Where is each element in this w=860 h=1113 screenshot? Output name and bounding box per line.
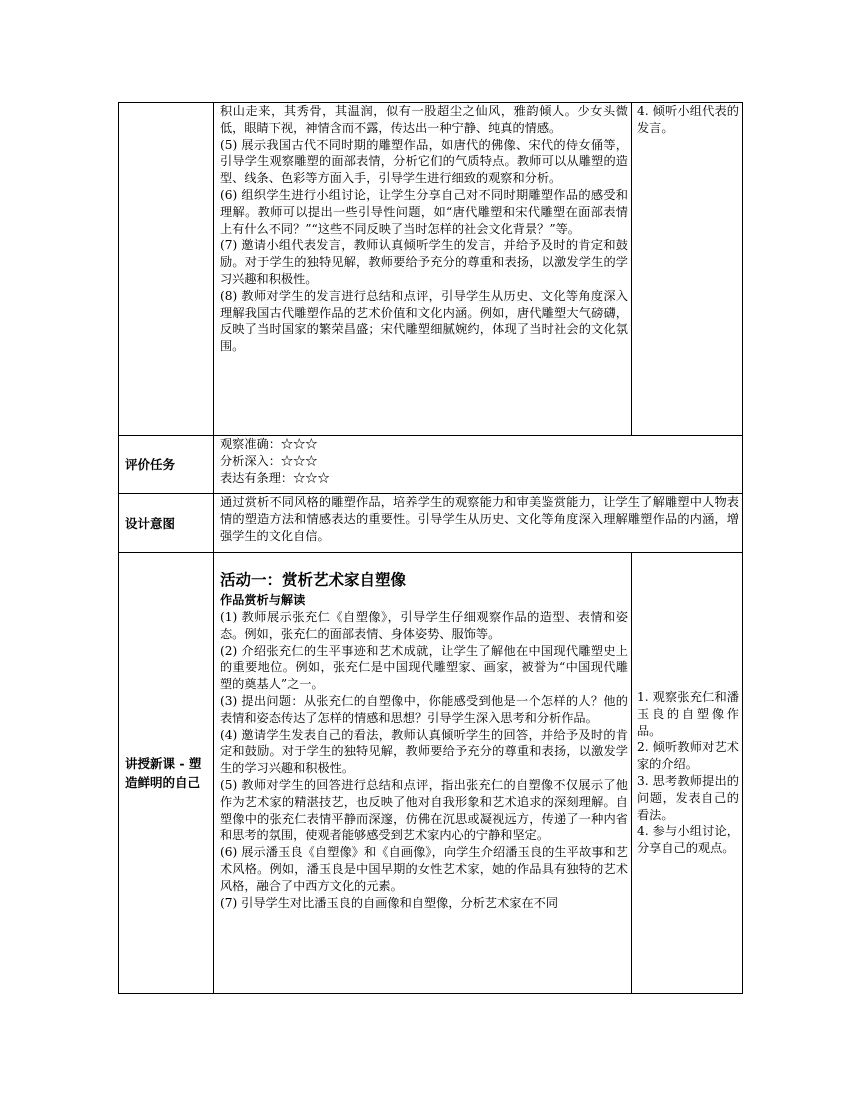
paragraph: (5) 展示我国古代不同时期的雕塑作品，如唐代的佛像、宋代的侍女俑等，引导学生观察雕塑的面部表情，分析它们的气质特点。教师可以从雕塑的造型、线条、色彩等方面入手，引导学生进行细致的观察和分析。 <box>220 137 628 186</box>
paragraph: (7) 引导学生对比潘玉良的自画像和自塑像，分析艺术家在不同 <box>220 895 559 910</box>
student-activity-item: 3. 思考教师提出的问题，发表自己的看法。 <box>637 774 739 822</box>
student-activity-cell <box>632 103 743 436</box>
rating-line: 分析深入：☆☆☆ <box>220 453 318 468</box>
row-label-new-lesson: 讲授新课 - 塑造鲜明的自己 <box>119 553 214 994</box>
table-row-design-intent <box>119 494 743 553</box>
student-activity-item: 4. 参与小组讨论，分享自己的观点。 <box>637 824 739 856</box>
table-row-process-continued <box>119 103 743 436</box>
paragraph: (3) 提出问题：从张充仁的自塑像中，你能感受到他是一个怎样的人？他的表情和姿态传达了怎样的情感和思想？引导学生深入思考和分析作品。 <box>220 693 628 725</box>
new-lesson-content-cell <box>214 553 632 994</box>
paragraph: (4) 邀请学生发表自己的看法，教师认真倾听学生的回答，并给予及时的肯定和鼓励。对于学生的独特见解，教师要给予充分的尊重和表扬，以激发学生的学习兴趣和积极性。 <box>220 727 628 776</box>
paragraph: (1) 教师展示张充仁《自塑像》，引导学生仔细观察作品的造型、表情和姿态。例如，张充仁的面部表情、身体姿势、服饰等。 <box>220 610 628 641</box>
paragraph: 积山走来，其秀骨，其温润，似有一股超尘之仙风，雅韵倾人。少女头微低，眼睛下视，神情含而不露，传达出一种宁静、纯真的情感。 <box>220 104 628 135</box>
student-activity-cell <box>632 553 743 994</box>
design-intent-text: 通过赏析不同风格的雕塑作品，培养学生的观察能力和审美鉴赏能力，让学生了解雕塑中人物表情的塑造方法和情感表达的重要性。引导学生从历史、文化等角度深入理解雕塑作品的内涵，增强学生的文化自信。 <box>220 495 739 543</box>
student-activity-item: 4. 倾听小组代表的发言。 <box>637 104 739 135</box>
paragraph: (5) 教师对学生的回答进行总结和点评，指出张充仁的自塑像不仅展示了他作为艺术家的精湛技艺，也反映了他对自我形象和艺术追求的深刻理解。自塑像中的张充仁表情平静而深邃，仿佛在沉思或凝视远方，传递了一种内省和思考的氛围，使观者能够感受到艺术家内心的宁静和坚定。 <box>220 777 628 843</box>
paragraph: (8) 教师对学生的发言进行总结和点评，引导学生从历史、文化等角度深入理解我国古代雕塑作品的艺术价值和文化内涵。例如，唐代雕塑大气磅礴，反映了当时国家的繁荣昌盛；宋代雕塑细腻婉约，体现了当时社会的文化氛围。 <box>220 288 628 354</box>
rating-line: 观察准确：☆☆☆ <box>220 437 318 451</box>
row-label-empty <box>119 103 214 436</box>
design-intent-cell <box>214 494 743 553</box>
paragraph: (6) 组织学生进行小组讨论，让学生分享自己对不同时期雕塑作品的感受和理解。教师可以提出一些引导性问题，如“唐代雕塑和宋代雕塑在面部表情上有什么不同？”“这些不同反映了当时怎样的社会文化背景？”等。 <box>220 187 628 236</box>
lesson-plan-table <box>118 102 743 994</box>
paragraph: (6) 展示潘玉良《自塑像》和《自画像》，向学生介绍潘玉良的生平故事和艺术风格。例如，潘玉良是中国早期的女性艺术家，她的作品具有独特的艺术风格，融合了中西方文化的元素。 <box>220 845 628 893</box>
process-content-cell <box>214 103 632 436</box>
paragraph: (2) 介绍张充仁的生平事迹和艺术成就，让学生了解他在中国现代雕塑史上的重要地位。例如，张充仁是中国现代雕塑家、画家，被誉为“中国现代雕塑的奠基人”之一。 <box>220 643 628 692</box>
row-label-evaluation: 评价任务 <box>119 436 214 494</box>
table-row-evaluation <box>119 436 743 494</box>
table-row-new-lesson <box>119 553 743 994</box>
student-activity-item: 1. 观察张充仁和潘玉良的自塑像作品。 <box>637 690 739 738</box>
row-label-design-intent: 设计意图 <box>119 494 214 553</box>
evaluation-content-cell <box>214 436 743 494</box>
student-activity-item: 2. 倾听教师对艺术家的介绍。 <box>637 740 739 772</box>
paragraph: (7) 邀请小组代表发言，教师认真倾听学生的发言，并给予及时的肯定和鼓励。对于学生的独特见解，教师要给予充分的尊重和表扬，以激发学生的学习兴趣和积极性。 <box>220 238 628 286</box>
activity-title: 活动一：赏析艺术家自塑像 <box>220 571 407 589</box>
section-title: 作品赏析与解读 <box>220 593 306 607</box>
rating-line: 表达有条理：☆☆☆ <box>220 470 330 485</box>
